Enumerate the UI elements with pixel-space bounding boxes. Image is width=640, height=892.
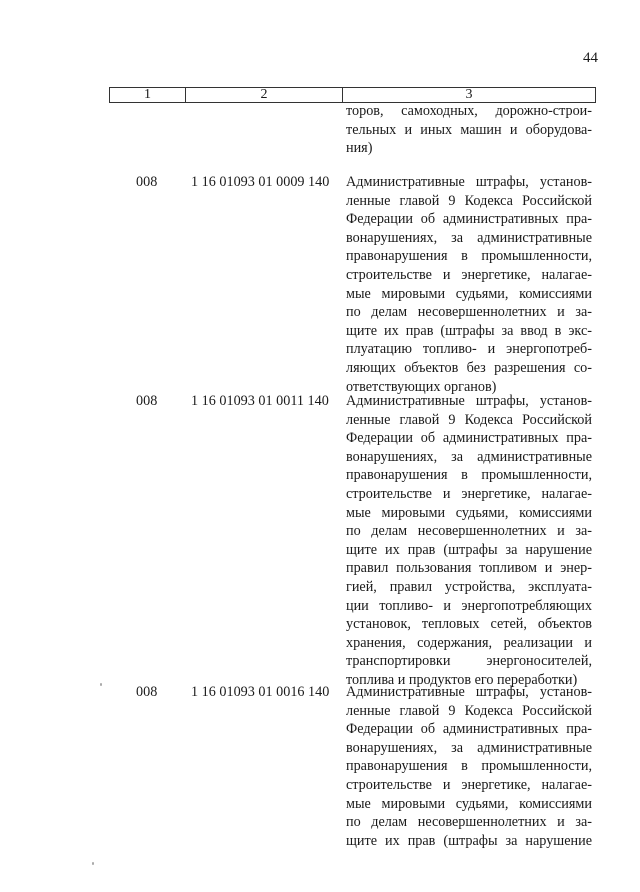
text-line: вонарушениях, за административные <box>346 739 592 756</box>
text-line: щите их прав (штрафы за ввод в экс- <box>346 322 592 339</box>
column-header-2: 2 <box>186 88 343 103</box>
text-line: ния) <box>346 140 373 157</box>
column-header-1: 1 <box>110 88 186 103</box>
text-line: щите их прав (штрафы за нарушение <box>346 541 592 558</box>
text-line: правил пользования топливом и энер- <box>346 560 592 577</box>
text-line: по делам несовершеннолетних и за- <box>346 304 592 321</box>
text-line: ответствующих органов) <box>346 378 497 395</box>
text-line: ляющих объектов без разрешения со- <box>346 359 592 376</box>
text-line: правонарушения в промышленности, <box>346 248 592 265</box>
kbk-code: 1 16 01093 01 0009 140 <box>191 174 330 190</box>
text-line: Административные штрафы, установ- <box>346 684 592 700</box>
text-line: ции топливо- и энергопотребляющих <box>346 597 592 614</box>
admin-code: 008 <box>136 393 158 409</box>
text-line: транспортировки энергоносителей, <box>346 653 592 670</box>
text-line: хранения, содержания, реализации и <box>346 634 592 651</box>
text-line: строительстве и энергетике, налагае- <box>346 776 592 793</box>
text-line: правонарушения в промышленности, <box>346 467 592 484</box>
entry-description <box>346 392 592 690</box>
text-line: установок, тепловых сетей, объектов <box>346 616 592 633</box>
text-line: Федерации об административных пра- <box>346 211 592 228</box>
text-line: плуатацию топливо- и энергопотреб- <box>346 341 592 358</box>
text-line: мые мировыми судьями, комиссиями <box>346 285 592 302</box>
kbk-code: 1 16 01093 01 0011 140 <box>191 393 329 409</box>
text-line: ленные главой 9 Кодекса Российской <box>346 411 592 428</box>
text-line: строительстве и энергетике, налагае- <box>346 266 592 283</box>
text-line: по делам несовершеннолетних и за- <box>346 523 592 540</box>
text-line: ленные главой 9 Кодекса Российской <box>346 702 592 719</box>
text-line: топлива и продуктов его переработки) <box>346 671 578 688</box>
scan-speck <box>100 683 102 686</box>
admin-code: 008 <box>136 684 158 700</box>
text-line: вонарушениях, за административные <box>346 229 592 246</box>
text-line: щите их прав (штрафы за нарушение <box>346 832 592 849</box>
text-line: по делам несовершеннолетних и за- <box>346 814 592 831</box>
text-line: ленные главой 9 Кодекса Российской <box>346 192 592 209</box>
text-line: правонарушения в промышленности, <box>346 758 592 775</box>
text-line: Федерации об административных пра- <box>346 721 592 738</box>
entry-description <box>346 173 592 396</box>
column-header-table <box>109 87 596 103</box>
entry-description <box>346 683 592 850</box>
kbk-code: 1 16 01093 01 0016 140 <box>191 684 330 700</box>
text-line: Административные штрафы, установ- <box>346 174 592 190</box>
text-line: строительстве и энергетике, налагае- <box>346 485 592 502</box>
admin-code: 008 <box>136 174 158 190</box>
column-header-3: 3 <box>343 88 596 103</box>
text-line: Федерации об административных пра- <box>346 430 592 447</box>
page-number: 44 <box>583 50 598 66</box>
text-line: Административные штрафы, установ- <box>346 393 592 409</box>
text-line: гией, правил устройства, эксплуата- <box>346 578 592 595</box>
text-line: вонарушениях, за административные <box>346 448 592 465</box>
text-line: мые мировыми судьями, комиссиями <box>346 795 592 812</box>
text-line: мые мировыми судьями, комиссиями <box>346 504 592 521</box>
scan-speck <box>92 862 94 865</box>
text-line: тельных и иных машин и оборудова- <box>346 121 592 138</box>
continuation-description <box>346 102 592 158</box>
text-line: торов, самоходных, дорожно-строи- <box>346 103 592 119</box>
column-header-row <box>110 88 596 103</box>
